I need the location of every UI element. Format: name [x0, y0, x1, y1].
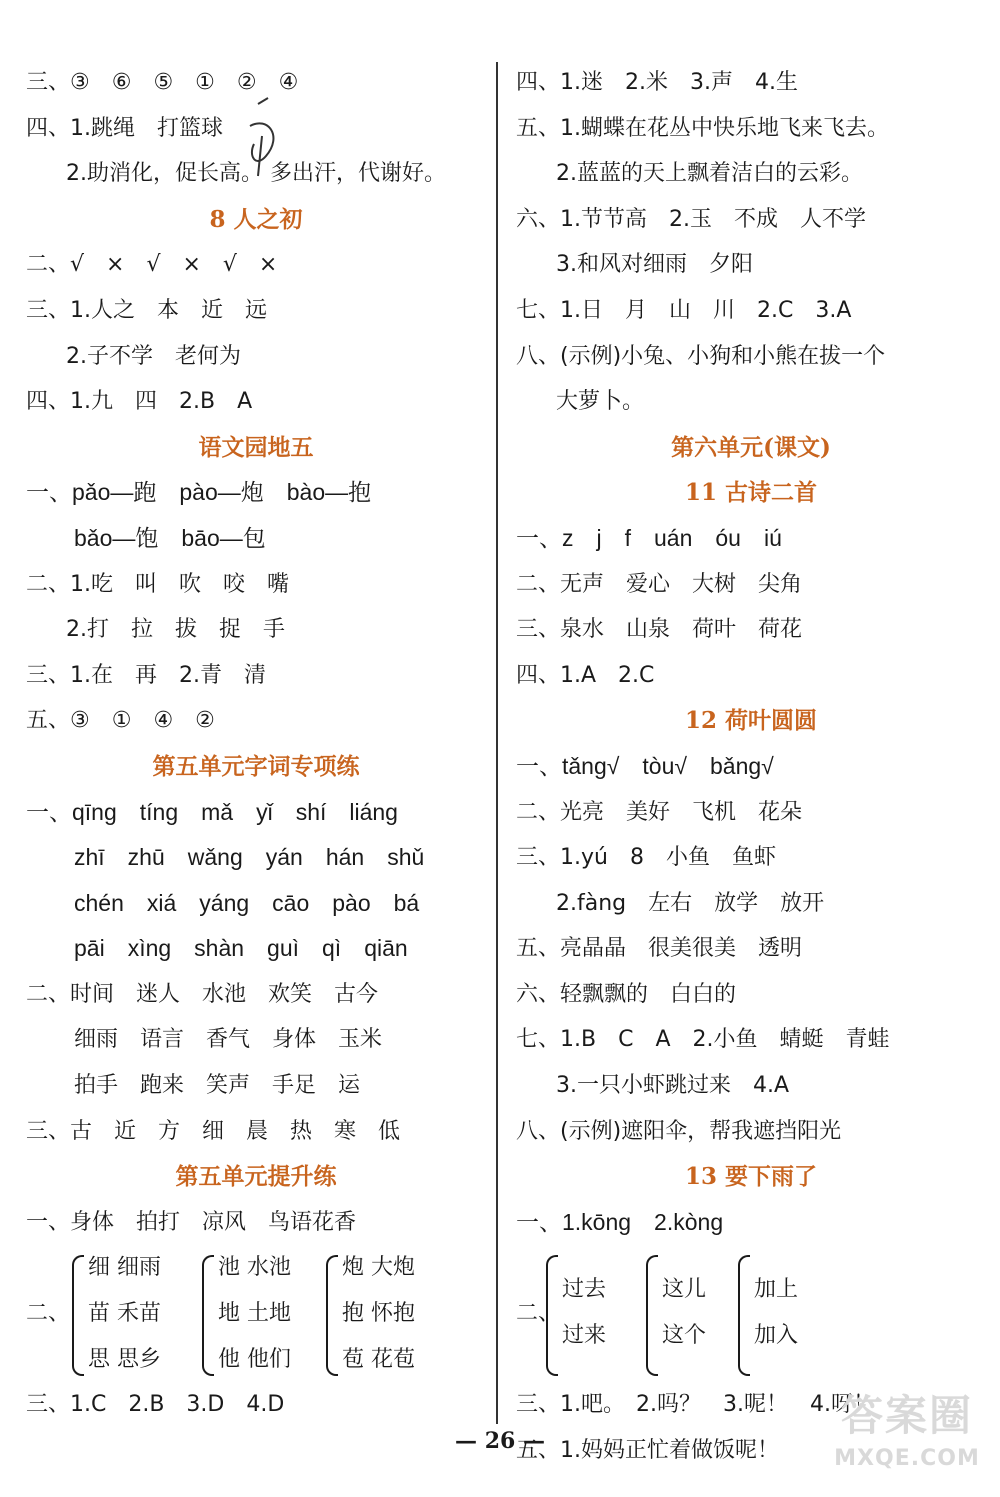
watermark-logo — [822, 1388, 992, 1488]
section-heading: 13 要下雨了 — [684, 1163, 817, 1191]
brace-item: 细 细雨 — [88, 1255, 161, 1281]
answer-line: 一、身体 拍打 凉风 鸟语花香 — [26, 1209, 357, 1235]
answer-line: 2.fàng 左右 放学 放开 — [556, 890, 825, 916]
brace-item: 这个 — [662, 1323, 707, 1349]
answer-line: 拍手 跑来 笑声 手足 运 — [74, 1073, 361, 1099]
answer-line: 二、光亮 美好 飞机 花朵 — [516, 799, 803, 825]
answer-line: 七、1.B C A 2.小鱼 蜻蜓 青蛙 — [516, 1027, 890, 1053]
answer-line: 三、1.yú 8 小鱼 鱼虾 — [516, 845, 776, 871]
answer-line: 3.和风对细雨 夕阳 — [556, 252, 753, 278]
left-answer-lines — [26, 60, 486, 1245]
answer-line: 2.助消化，促长高。 多出汗，代谢好。 — [66, 161, 446, 187]
brace-item: 抱 怀抱 — [342, 1301, 415, 1327]
answer-line: 三、泉水 山泉 荷叶 荷花 — [516, 617, 803, 643]
answer-line: 一、pǎo—跑 pào—炮 bào—抱 — [26, 479, 372, 506]
answer-line: 细雨 语言 香气 身体 玉米 — [74, 1027, 383, 1053]
brace-item: 地 土地 — [218, 1301, 291, 1327]
answer-line: 六、轻飘飘的 白白的 — [516, 981, 737, 1007]
brace-item: 思 思乡 — [88, 1346, 161, 1372]
answer-line: 四、1.A 2.C — [516, 662, 655, 688]
answer-line: 六、1.节节高 2.玉 不成 人不学 — [516, 206, 866, 232]
section-heading: 8 人之初 — [209, 205, 303, 233]
brace-item: 加上 — [754, 1277, 799, 1303]
right-brace-block — [516, 1245, 986, 1382]
right-column — [516, 60, 986, 1474]
brace-item: 加入 — [754, 1323, 799, 1349]
curly-brace-mark — [646, 1255, 658, 1376]
brace-item: 苗 禾苗 — [88, 1301, 161, 1327]
brace-item: 池 水池 — [218, 1255, 291, 1281]
answer-line: 2.蓝蓝的天上飘着洁白的云彩。 — [556, 161, 863, 187]
answer-line: 五、③ ① ④ ② — [26, 708, 215, 734]
brace-item: 他 他们 — [218, 1346, 291, 1372]
section-heading: 第五单元字词专项练 — [152, 752, 360, 780]
answer-line: 三、古 近 方 细 晨 热 寒 低 — [26, 1118, 401, 1144]
section-heading: 12 荷叶圆圆 — [684, 707, 817, 735]
answer-line: 三、1.人之 本 近 远 — [26, 297, 267, 323]
answer-line: zhī zhū wǎng yán hán shǔ — [74, 844, 425, 871]
brace-label: 二、 — [516, 1301, 561, 1327]
answer-line: 二、无声 爱心 大树 尖角 — [516, 571, 803, 597]
answer-line: 三、1.C 2.B 3.D 4.D — [26, 1392, 285, 1418]
answer-line: 三、1.在 再 2.青 清 — [26, 662, 266, 688]
answer-line: chén xiá yáng cāo pào bá — [74, 889, 420, 916]
answer-line: 四、1.跳绳 打篮球 — [26, 115, 223, 141]
answer-line: 三、③ ⑥ ⑤ ① ② ④ — [26, 70, 299, 95]
brace-label: 二、 — [26, 1301, 71, 1327]
answer-line: 一、z j f uán óu iú — [516, 524, 782, 551]
answer-line: 五、亮晶晶 很美很美 透明 — [516, 936, 803, 962]
brace-item: 过来 — [562, 1323, 607, 1349]
answer-line: 一、qīng tíng mǎ yǐ shí liáng — [26, 798, 398, 825]
curly-brace-mark — [72, 1255, 84, 1376]
answer-line: 七、1.日 月 山 川 2.C 3.A — [516, 297, 852, 323]
answer-line: 大萝卜。 — [556, 389, 645, 415]
answer-line: 2.子不学 老何为 — [66, 343, 241, 369]
answer-line: 五、1.妈妈正忙着做饭呢！ — [516, 1438, 779, 1464]
curly-brace-mark — [546, 1255, 558, 1376]
curly-brace-mark — [326, 1255, 338, 1376]
answer-line: 四、1.迷 2.米 3.声 4.生 — [516, 70, 798, 95]
answer-line: 三、1.吧。 2.吗？ 3.呢！ 4.呀！ — [516, 1392, 875, 1418]
answer-line: 一、tǎng√ tòu√ bǎng√ — [516, 752, 774, 779]
curly-brace-mark — [202, 1255, 214, 1376]
column-divider — [496, 62, 498, 1424]
pen-scribble-mark — [228, 96, 288, 186]
curly-brace-mark — [738, 1255, 750, 1376]
brace-item: 苞 花苞 — [342, 1346, 415, 1372]
answer-line: 一、1.kōng 2.kòng — [516, 1208, 724, 1235]
brace-item: 这儿 — [662, 1277, 707, 1303]
brace-item: 炮 大炮 — [342, 1255, 415, 1281]
page-number: — 26 — — [455, 1428, 545, 1454]
left-brace-block — [26, 1245, 486, 1382]
answer-line: bǎo—饱 bāo—包 — [74, 524, 266, 551]
section-heading: 第六单元(课文) — [671, 433, 831, 461]
answer-line: 二、√ × √ × √ × — [26, 252, 278, 278]
answer-line: 二、时间 迷人 水池 欢笑 古今 — [26, 981, 379, 1007]
section-heading: 第五单元提升练 — [175, 1163, 337, 1191]
brace-item: 过去 — [562, 1277, 607, 1303]
answer-line: 八、(示例)小兔、小狗和小熊在拔一个 — [516, 343, 886, 369]
answer-line: 二、1.吃 叫 吹 咬 嘴 — [26, 571, 289, 597]
left-column — [26, 60, 486, 1428]
section-heading: 11 古诗二首 — [684, 479, 817, 507]
answer-line: 2.打 拉 拔 捉 手 — [66, 617, 285, 643]
answer-line: 3.一只小虾跳过来 4.A — [556, 1073, 790, 1099]
answer-line: 八、(示例)遮阳伞，帮我遮挡阳光 — [516, 1118, 842, 1144]
watermark-url: MXQE.COM — [834, 1446, 980, 1471]
answer-line: 五、1.蝴蝶在花丛中快乐地飞来飞去。 — [516, 115, 889, 141]
answer-line: 四、1.九 四 2.B A — [26, 389, 253, 415]
watermark-text: 答案圈 — [840, 1391, 973, 1440]
section-heading: 语文园地五 — [198, 433, 314, 461]
right-answer-lines — [516, 60, 986, 1245]
answer-line: pāi xìng shàn guì qì qiān — [74, 935, 408, 962]
